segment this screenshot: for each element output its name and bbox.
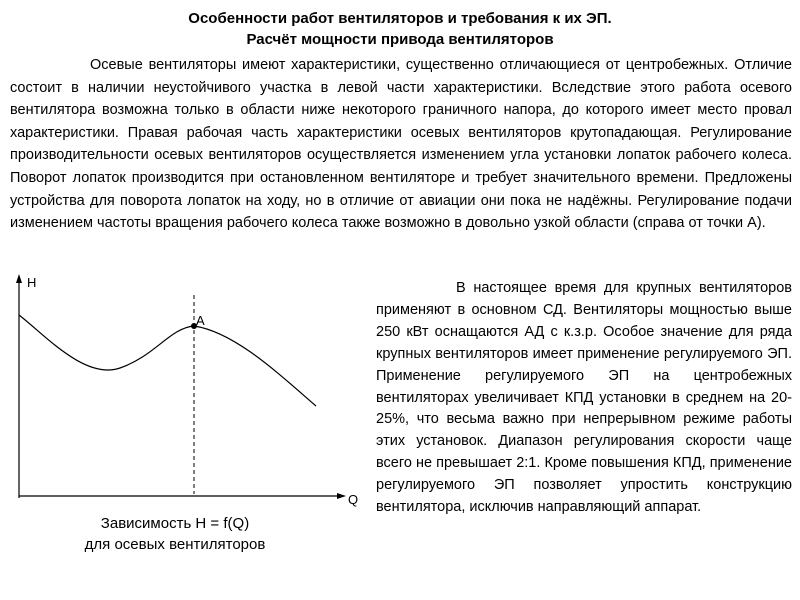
y-axis-arrow-icon [16, 274, 22, 283]
caption-line1: Зависимость H = f(Q) [100, 515, 250, 532]
characteristic-curve [19, 315, 316, 406]
page-title-line2: Расчёт мощности привода вентиляторов [246, 31, 554, 48]
figure-caption [40, 513, 310, 555]
fan-characteristic-graph [0, 270, 370, 510]
point-a-label: A [196, 313, 205, 328]
paragraph-axial-fans: Осевые вентиляторы имеют характеристики, существенно отличающиеся от центробежных. Отличие состоит в наличии неустойчивого участка в левой части характеристики. Вследствие этого работа осевого вентилятора возможна только в области ниже некоторого граничного напора, до которого имеет место провал характеристики. Правая рабочая часть характеристики осевых вентиляторов крутопадающая. Регулирование производительности осевых вентиляторов осуществляется изменением угла установки лопаток рабочего колеса. Поворот лопаток производится при остановленном вентиляторе и требует значительного времени. Предложены устройства для поворота лопаток на ходу, но в отличие от авиации они пока не надёжны. Регулирование подачи изменением частоты вращения рабочего колеса также возможно в довольно узкой области (справа от точки А). [10, 57, 792, 232]
page-title-line1: Особенности работ вентиляторов и требования к их ЭП. [188, 10, 612, 27]
x-axis-arrow-icon [337, 493, 346, 499]
paragraph-drives: В настоящее время для крупных вентиляторов применяют в основном СД. Вентиляторы мощностью выше 250 кВт оснащаются АД с к.з.р. Особое значение для ряда крупных вентиляторов имеет применение регулируемого ЭП. Применение регулируемого ЭП на центробежных вентиляторах увеличивает КПД установки в среднем на 20-25%, что весьма важно при непрерывном режиме работы этих установок. Диапазон регулирования скорости чаще всего не превышает 2:1. Кроме повышения КПД, применение регулируемого ЭП позволяет упростить конструкцию вентилятора, исключив направляющий аппарат. [376, 280, 792, 516]
x-axis-label: Q [348, 492, 359, 507]
y-axis-label: H [27, 275, 37, 290]
caption-line2: для осевых вентиляторов [84, 536, 266, 553]
